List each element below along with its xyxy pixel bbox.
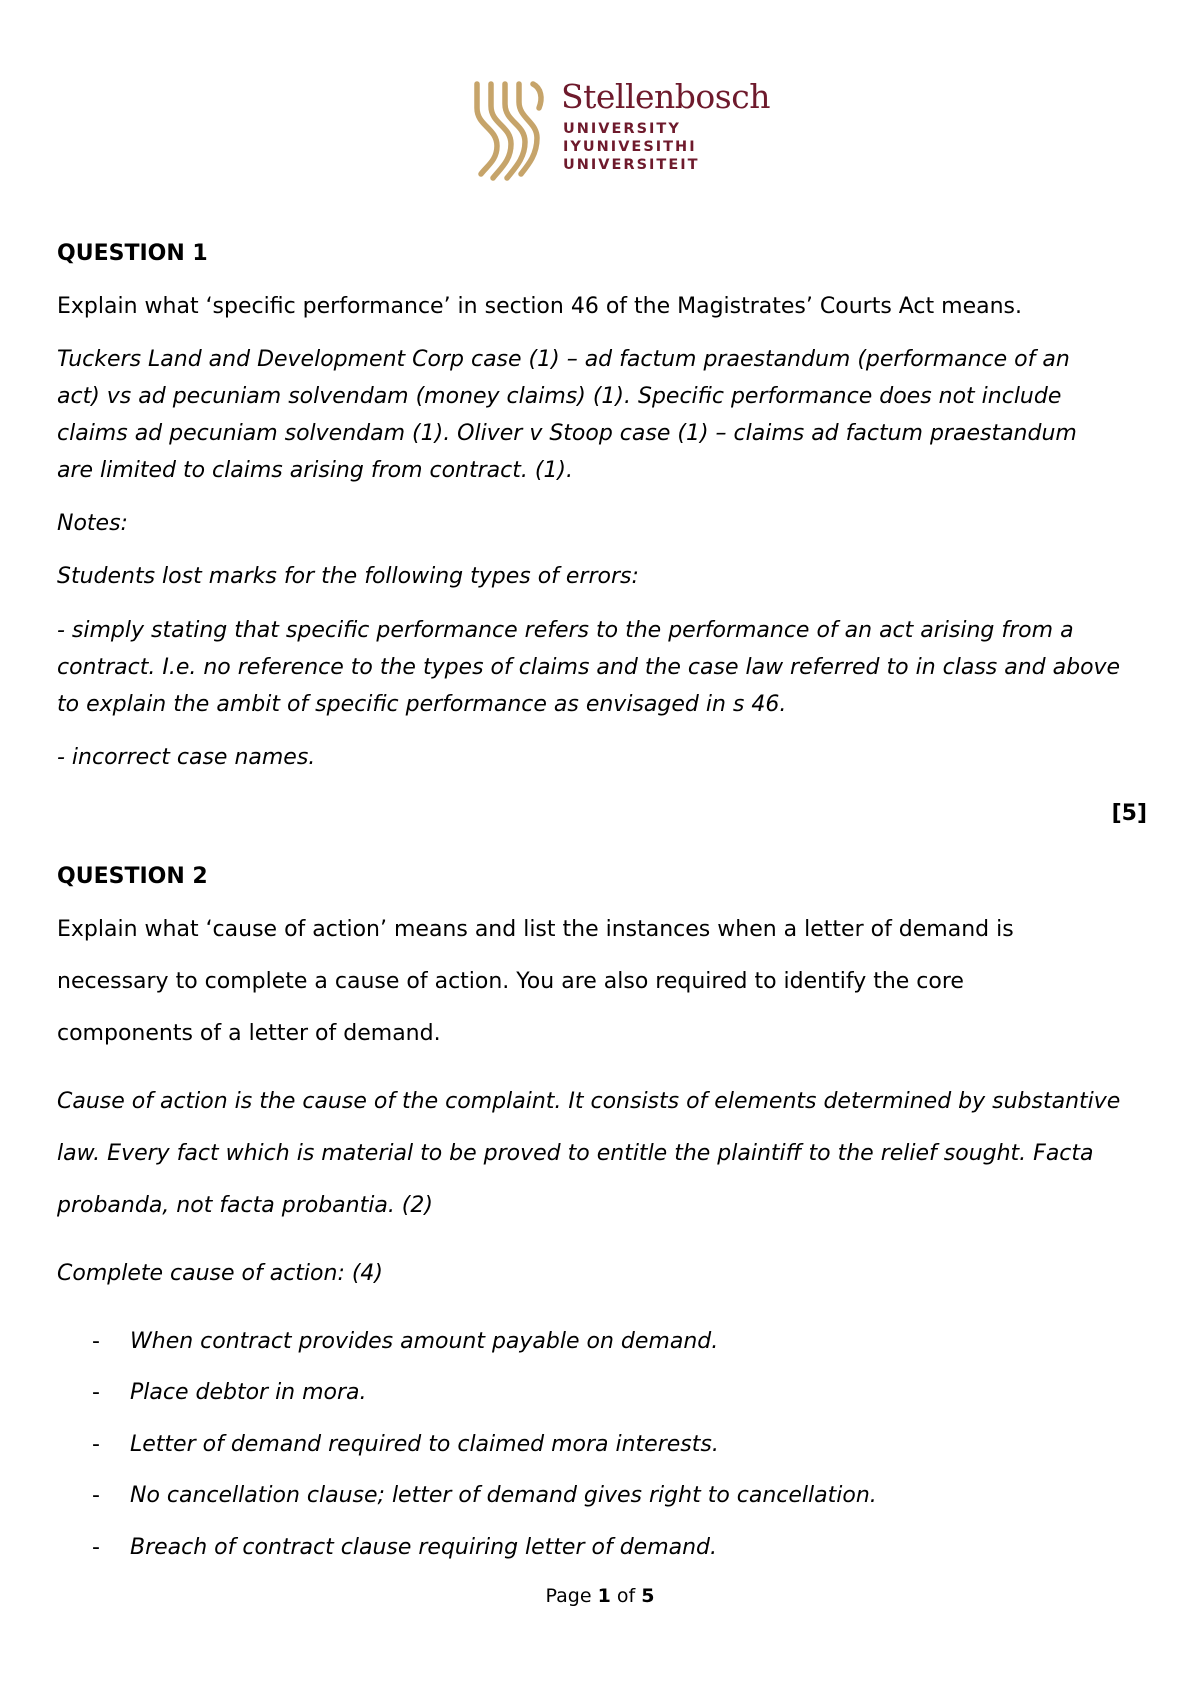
question-1-answer-line: are limited to claims arising from contract. (1). xyxy=(57,458,574,483)
notes-error-line: contract. I.e. no reference to the types of claims and the case law referred to in class and above xyxy=(57,655,1121,680)
footer-of: of xyxy=(610,1585,642,1607)
question-1-answer-line: act) vs ad pecuniam solvendam (money claims) (1). Specific performance does not include xyxy=(57,384,1062,409)
question-2-answer-line: probanda, not facta probantia. (2) xyxy=(57,1193,433,1218)
question-2-text-line: necessary to complete a cause of action. You are also required to identify the core xyxy=(57,969,964,994)
list-item-text: Place debtor in mora. xyxy=(130,1380,367,1405)
question-1-answer-line: Tuckers Land and Development Corp case (1) – ad factum praestandum (performance of an xyxy=(57,347,1070,372)
notes-label: Notes: xyxy=(57,511,128,536)
list-item-text: When contract provides amount payable on demand. xyxy=(130,1329,719,1354)
page-footer xyxy=(0,1582,1200,1610)
footer-prefix: Page xyxy=(545,1585,598,1607)
bullet-dash: - xyxy=(92,1432,100,1457)
logo-line-universiteit: UNIVERSITEIT xyxy=(563,157,700,173)
logo-wordmark: Stellenbosch xyxy=(561,77,770,116)
question-1-heading: QUESTION 1 xyxy=(57,241,208,266)
university-logo xyxy=(471,77,770,182)
complete-cause-label: Complete cause of action: (4) xyxy=(57,1261,384,1286)
bullet-dash: - xyxy=(92,1535,100,1560)
notes-error-line: to explain the ambit of specific performance as envisaged in s 46. xyxy=(57,692,787,717)
logo-line-iyunivesithi: IYUNIVESITHI xyxy=(563,139,697,155)
bullet-dash: - xyxy=(92,1380,100,1405)
question-1-marks: [5] xyxy=(1111,801,1147,826)
list-item-text: No cancellation clause; letter of demand gives right to cancellation. xyxy=(130,1483,877,1508)
footer-total-pages: 5 xyxy=(641,1585,655,1607)
bullet-dash: - xyxy=(92,1329,100,1354)
question-2-text-line: components of a letter of demand. xyxy=(57,1021,441,1046)
bullet-dash: - xyxy=(92,1483,100,1508)
question-2-answer-line: Cause of action is the cause of the complaint. It consists of elements determined by substantive xyxy=(57,1089,1121,1114)
question-2-answer-line: law. Every fact which is material to be proved to entitle the plaintiff to the relief sought. Facta xyxy=(57,1141,1094,1166)
question-1-answer-line: claims ad pecuniam solvendam (1). Oliver v Stoop case (1) – claims ad factum praestandum xyxy=(57,421,1077,446)
question-1-text: Explain what ‘specific performance’ in section 46 of the Magistrates’ Courts Act means. xyxy=(57,294,1022,319)
notes-error-line: - incorrect case names. xyxy=(57,745,316,770)
list-item-text: Letter of demand required to claimed mora interests. xyxy=(130,1432,719,1457)
list-item-text: Breach of contract clause requiring letter of demand. xyxy=(130,1535,718,1560)
stellenbosch-crest-icon xyxy=(471,78,545,182)
question-2-text-line: Explain what ‘cause of action’ means and list the instances when a letter of demand is xyxy=(57,917,1014,942)
logo-line-university: UNIVERSITY xyxy=(563,121,681,137)
notes-error-line: - simply stating that specific performance refers to the performance of an act arising from a xyxy=(57,618,1074,643)
footer-current-page: 1 xyxy=(597,1585,611,1607)
question-2-heading: QUESTION 2 xyxy=(57,864,208,889)
notes-intro: Students lost marks for the following types of errors: xyxy=(57,564,639,589)
